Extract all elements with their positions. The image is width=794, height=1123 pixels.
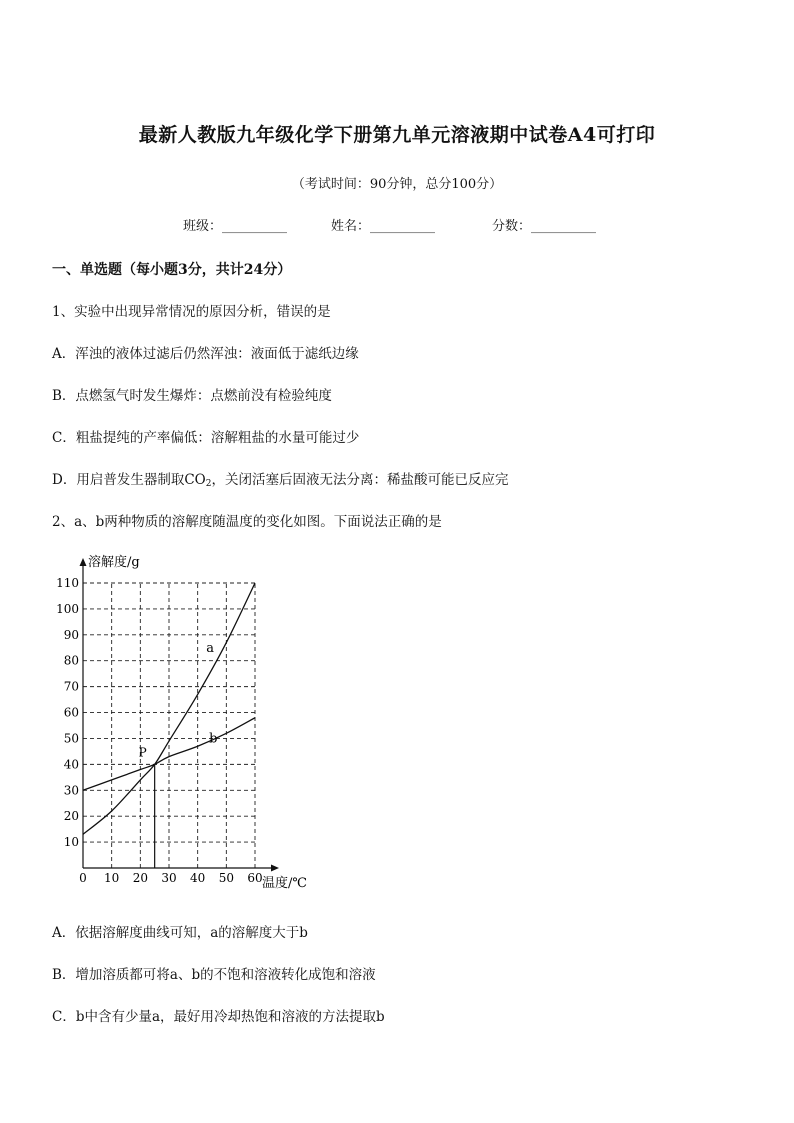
y-axis-arrow xyxy=(80,558,87,566)
y-tick-label-10: 10 xyxy=(63,835,79,850)
chart-grid xyxy=(83,583,255,868)
name-blank: __________ xyxy=(370,219,436,234)
x-tick-label-30: 30 xyxy=(161,871,177,885)
q1-stem: 1、实验中出现异常情况的原因分析，错误的是 xyxy=(52,304,331,320)
q2-option-c: C．b中含有少量a，最好用冷却热饱和溶液的方法提取b xyxy=(52,1009,385,1025)
y-axis-label: 溶解度/g xyxy=(88,555,140,570)
y-tick-label-80: 80 xyxy=(63,653,79,668)
section-heading: 一、单选题（每小题3分，共计24分） xyxy=(52,262,292,278)
y-tick-label-70: 70 xyxy=(63,679,79,694)
class-label: 班级： xyxy=(183,219,223,234)
class-blank: __________ xyxy=(222,219,288,234)
x-axis-arrow xyxy=(271,865,279,872)
point-p-label: P xyxy=(138,745,147,760)
score-blank: __________ xyxy=(531,219,597,234)
q1-option-c: C．粗盐提纯的产率偏低：溶解粗盐的水量可能过少 xyxy=(52,430,360,446)
class-field xyxy=(183,215,287,234)
q1-option-b: B．点燃氢气时发生爆炸：点燃前没有检验纯度 xyxy=(52,388,332,404)
y-tick-label-20: 20 xyxy=(63,809,79,824)
y-tick-label-60: 60 xyxy=(63,705,79,720)
chart-axes xyxy=(80,558,280,872)
score-label: 分数： xyxy=(492,219,532,234)
q1-option-d xyxy=(52,468,508,489)
exam-info: （考试时间：90分钟，总分100分） xyxy=(291,177,503,192)
q2-option-a: A．依据溶解度曲线可知，a的溶解度大于b xyxy=(52,925,308,941)
q1-option-d-pre: D．用启普发生器制取CO xyxy=(52,472,206,488)
name-label: 姓名： xyxy=(331,219,371,234)
x-tick-label-50: 50 xyxy=(218,871,234,885)
y-tick-label-30: 30 xyxy=(63,783,79,798)
q1-option-a: A．浑浊的液体过滤后仍然浑浊：液面低于滤纸边缘 xyxy=(52,346,359,362)
y-tick-label-50: 50 xyxy=(63,731,79,746)
series-b-label: b xyxy=(209,731,218,747)
y-tick-label-40: 40 xyxy=(63,757,79,772)
q1-option-d-sub: 2 xyxy=(205,479,212,489)
x-tick-label-40: 40 xyxy=(190,871,206,885)
y-tick-label-110: 110 xyxy=(56,576,79,590)
x-tick-label-10: 10 xyxy=(104,871,120,885)
x-tick-label-60: 60 xyxy=(247,871,263,885)
q1-option-d-post: ，关闭活塞后固液无法分离：稀盐酸可能已反应完 xyxy=(211,472,509,488)
score-field xyxy=(492,215,596,234)
y-tick-label-100: 100 xyxy=(56,601,79,616)
x-axis-label: 温度/℃ xyxy=(262,876,307,891)
y-tick-label-90: 90 xyxy=(63,627,79,642)
x-tick-label-20: 20 xyxy=(132,871,148,885)
x-tick-label-0: 0 xyxy=(79,871,87,885)
name-field xyxy=(331,215,435,234)
page-title: 最新人教版九年级化学下册第九单元溶液期中试卷A4可打印 xyxy=(138,124,656,146)
series-a-label: a xyxy=(206,640,215,656)
q2-stem: 2、a、b两种物质的溶解度随温度的变化如图。下面说法正确的是 xyxy=(52,514,442,530)
solubility-chart xyxy=(50,548,320,893)
q2-option-b: B．增加溶质都可将a、b的不饱和溶液转化成饱和溶液 xyxy=(52,967,376,983)
